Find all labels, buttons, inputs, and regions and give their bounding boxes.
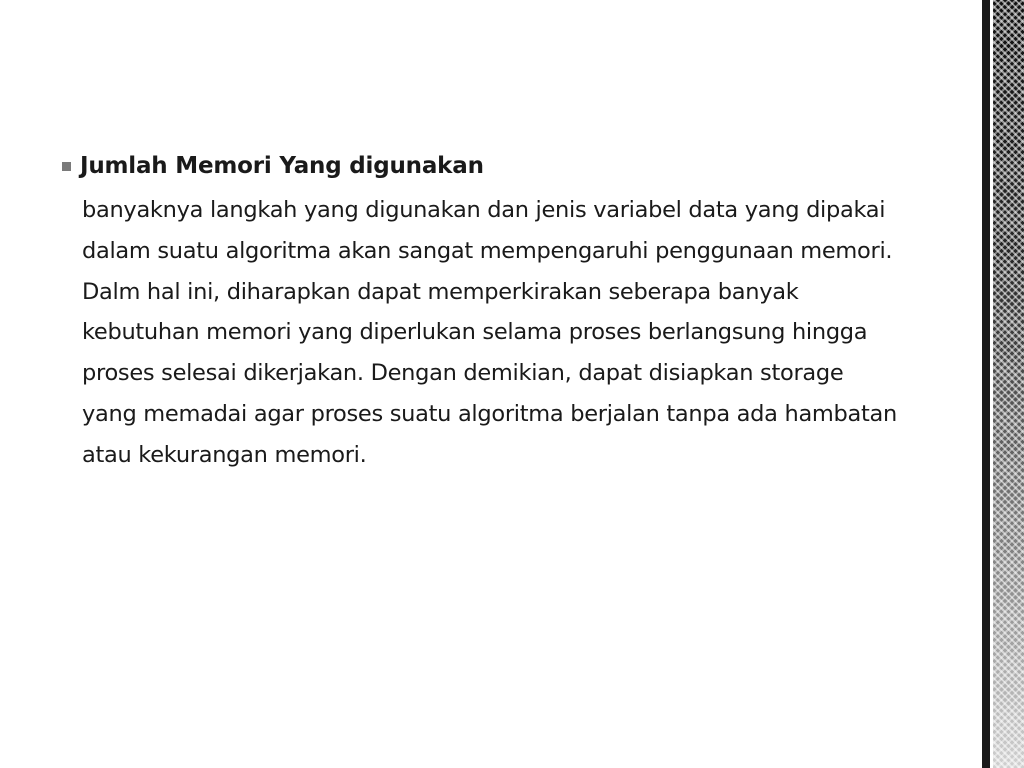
bullet-heading: Jumlah Memori Yang digunakan — [80, 153, 484, 179]
square-bullet-icon — [62, 162, 71, 171]
bullet-item — [62, 146, 902, 186]
bullet-body-text: banyaknya langkah yang digunakan dan jenis variabel data yang dipakai dalam suatu algoritma akan sangat mempengaruhi penggunaan memori. Dalm hal ini, diharapkan dapat memperkirakan seberapa banyak kebutuhan memori yang diperlukan selama proses berlangsung hingga proses selesai dikerjakan. Dengan demikian, dapat disiapkan storage yang memadai agar proses suatu algoritma berjalan tanpa ada hambatan atau kekurangan memori. — [82, 197, 897, 468]
decorative-side-border — [982, 0, 1024, 768]
border-pattern — [993, 0, 1024, 768]
slide-content — [62, 146, 902, 476]
